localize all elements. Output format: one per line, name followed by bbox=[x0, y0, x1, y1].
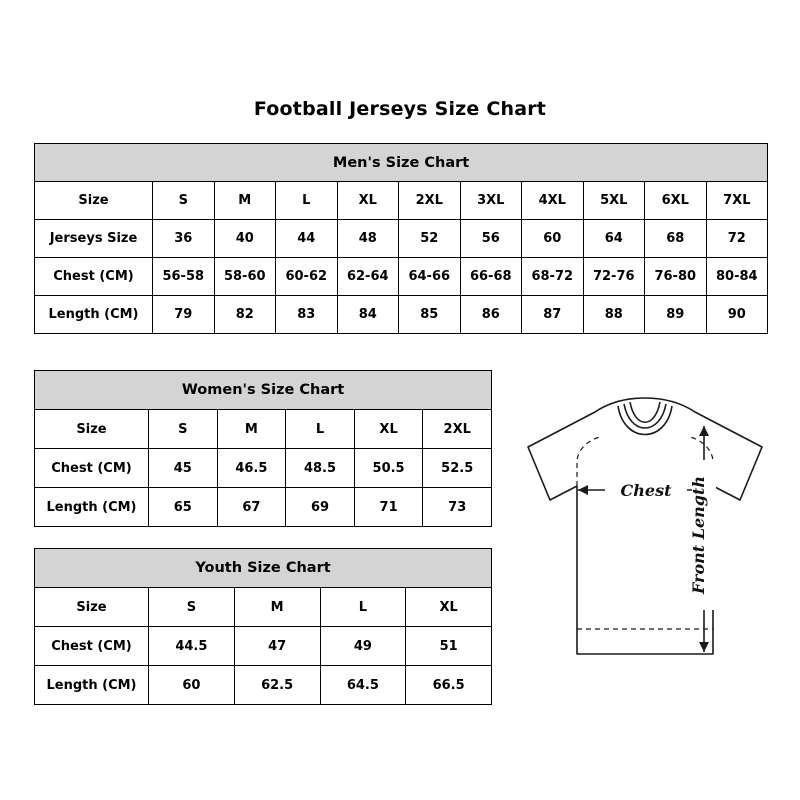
table-cell: 66.5 bbox=[406, 666, 492, 705]
table-cell: 72-76 bbox=[583, 258, 645, 296]
table-cell: 79 bbox=[153, 296, 215, 334]
youth-size-table bbox=[34, 548, 492, 705]
column-header: M bbox=[234, 588, 320, 627]
table-cell: 76-80 bbox=[645, 258, 707, 296]
chest-label: Chest bbox=[620, 481, 672, 500]
mens-size-table bbox=[34, 143, 768, 334]
table-caption-row bbox=[35, 144, 768, 182]
youth-size-chart-section bbox=[34, 548, 492, 705]
table-cell: 87 bbox=[522, 296, 584, 334]
table-cell: 67 bbox=[217, 488, 286, 527]
table-cell: 89 bbox=[645, 296, 707, 334]
table-header-row bbox=[35, 410, 492, 449]
mens-table-caption: Men's Size Chart bbox=[35, 144, 768, 182]
table-cell: 82 bbox=[214, 296, 276, 334]
table-caption-row bbox=[35, 549, 492, 588]
column-header: M bbox=[214, 182, 276, 220]
table-cell: 65 bbox=[149, 488, 218, 527]
table-cell: 64.5 bbox=[320, 666, 406, 705]
column-header: 2XL bbox=[399, 182, 461, 220]
column-header: L bbox=[286, 410, 355, 449]
table-cell: 64-66 bbox=[399, 258, 461, 296]
row-label: Chest (CM) bbox=[35, 627, 149, 666]
column-header: S bbox=[149, 588, 235, 627]
table-cell: 50.5 bbox=[354, 449, 423, 488]
row-label: Length (CM) bbox=[35, 666, 149, 705]
table-cell: 60 bbox=[149, 666, 235, 705]
table-cell: 51 bbox=[406, 627, 492, 666]
table-cell: 72 bbox=[706, 220, 768, 258]
table-row bbox=[35, 449, 492, 488]
table-cell: 90 bbox=[706, 296, 768, 334]
column-header: L bbox=[276, 182, 338, 220]
table-row bbox=[35, 488, 492, 527]
table-row bbox=[35, 627, 492, 666]
table-cell: 36 bbox=[153, 220, 215, 258]
table-cell: 62-64 bbox=[337, 258, 399, 296]
table-row bbox=[35, 666, 492, 705]
column-header: Size bbox=[35, 410, 149, 449]
table-cell: 62.5 bbox=[234, 666, 320, 705]
table-row bbox=[35, 220, 768, 258]
womens-size-table bbox=[34, 370, 492, 527]
jersey-measurement-diagram bbox=[500, 392, 790, 692]
table-cell: 66-68 bbox=[460, 258, 522, 296]
table-header-row bbox=[35, 588, 492, 627]
column-header: M bbox=[217, 410, 286, 449]
table-cell: 47 bbox=[234, 627, 320, 666]
table-caption-row bbox=[35, 371, 492, 410]
column-header: XL bbox=[406, 588, 492, 627]
table-cell: 52.5 bbox=[423, 449, 492, 488]
table-cell: 85 bbox=[399, 296, 461, 334]
table-row bbox=[35, 258, 768, 296]
jersey-outline-icon bbox=[528, 398, 762, 654]
table-cell: 40 bbox=[214, 220, 276, 258]
table-cell: 60 bbox=[522, 220, 584, 258]
table-cell: 56 bbox=[460, 220, 522, 258]
page-title: Football Jerseys Size Chart bbox=[253, 98, 547, 120]
column-header: 7XL bbox=[706, 182, 768, 220]
womens-size-chart-section bbox=[34, 370, 492, 527]
womens-table-caption: Women's Size Chart bbox=[35, 371, 492, 410]
column-header: Size bbox=[35, 182, 153, 220]
column-header: XL bbox=[354, 410, 423, 449]
table-cell: 88 bbox=[583, 296, 645, 334]
column-header: Size bbox=[35, 588, 149, 627]
mens-size-chart-section bbox=[34, 143, 768, 334]
youth-table-caption: Youth Size Chart bbox=[35, 549, 492, 588]
table-cell: 48 bbox=[337, 220, 399, 258]
column-header: S bbox=[149, 410, 218, 449]
table-cell: 83 bbox=[276, 296, 338, 334]
table-cell: 56-58 bbox=[153, 258, 215, 296]
table-cell: 48.5 bbox=[286, 449, 355, 488]
row-label: Chest (CM) bbox=[35, 449, 149, 488]
table-cell: 49 bbox=[320, 627, 406, 666]
table-cell: 44 bbox=[276, 220, 338, 258]
front-length-label: Front Length bbox=[689, 475, 708, 595]
column-header: 6XL bbox=[645, 182, 707, 220]
table-cell: 73 bbox=[423, 488, 492, 527]
table-cell: 84 bbox=[337, 296, 399, 334]
column-header: L bbox=[320, 588, 406, 627]
table-cell: 69 bbox=[286, 488, 355, 527]
column-header: XL bbox=[337, 182, 399, 220]
table-cell: 60-62 bbox=[276, 258, 338, 296]
table-cell: 58-60 bbox=[214, 258, 276, 296]
column-header: 2XL bbox=[423, 410, 492, 449]
row-label: Length (CM) bbox=[35, 296, 153, 334]
column-header: S bbox=[153, 182, 215, 220]
table-header-row bbox=[35, 182, 768, 220]
table-row bbox=[35, 296, 768, 334]
column-header: 4XL bbox=[522, 182, 584, 220]
table-cell: 68-72 bbox=[522, 258, 584, 296]
table-cell: 46.5 bbox=[217, 449, 286, 488]
table-cell: 86 bbox=[460, 296, 522, 334]
table-cell: 64 bbox=[583, 220, 645, 258]
table-cell: 68 bbox=[645, 220, 707, 258]
table-cell: 45 bbox=[149, 449, 218, 488]
row-label: Length (CM) bbox=[35, 488, 149, 527]
column-header: 3XL bbox=[460, 182, 522, 220]
row-label: Chest (CM) bbox=[35, 258, 153, 296]
table-cell: 52 bbox=[399, 220, 461, 258]
row-label: Jerseys Size bbox=[35, 220, 153, 258]
column-header: 5XL bbox=[583, 182, 645, 220]
table-cell: 71 bbox=[354, 488, 423, 527]
table-cell: 80-84 bbox=[706, 258, 768, 296]
table-cell: 44.5 bbox=[149, 627, 235, 666]
